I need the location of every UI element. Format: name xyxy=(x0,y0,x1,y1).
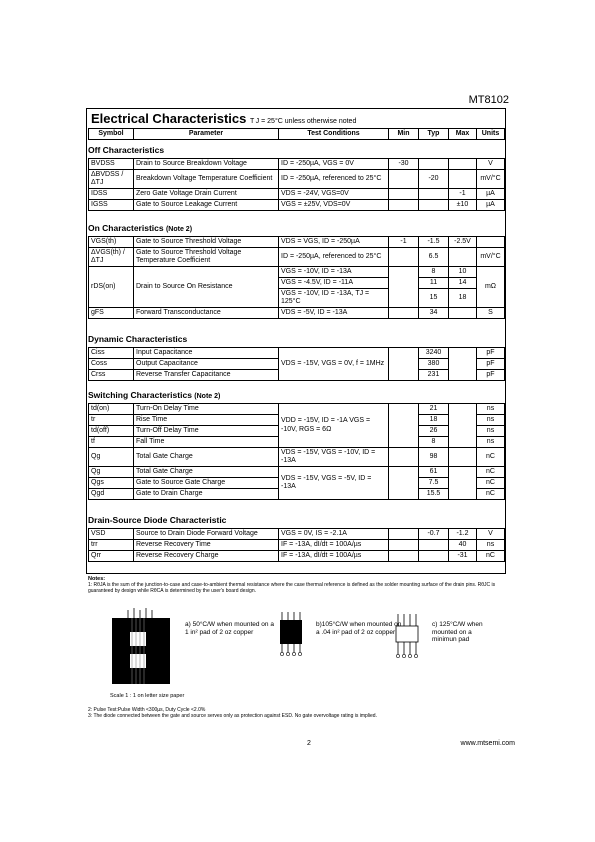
symbol-cell: rDS(on) xyxy=(89,267,134,308)
title-text: Electrical Characteristics xyxy=(91,111,247,126)
unit-cell: V xyxy=(477,159,505,170)
max-cell xyxy=(449,170,477,189)
condition-cell: IF = -13A, dI/dt = 100A/µs xyxy=(279,540,389,551)
condition-cell: VDS = -15V, VGS = -10V, ID = -13A xyxy=(279,448,389,467)
min-cell xyxy=(389,308,419,319)
min-cell: -1 xyxy=(389,237,419,248)
caption-b: b)105°C/W when mounted on a .04 in² pad of 2 oz copper xyxy=(316,621,402,636)
typ-cell xyxy=(419,189,449,200)
table-row xyxy=(89,467,505,478)
parameter-cell: Gate to Source Threshold Voltage Temperature Coefficient xyxy=(134,248,279,267)
note-3: 3: The diode connected between the gate and source serves only as protection against ESD. No gate overvoltage rating is implied. xyxy=(88,713,377,719)
max-cell: 40 xyxy=(449,540,477,551)
notes-2-3 xyxy=(88,707,498,719)
condition-cell: VDS = -24V, VGS=0V xyxy=(279,189,389,200)
header-parameter: Parameter xyxy=(134,129,279,140)
parameter-cell: Turn-On Delay Time xyxy=(134,404,279,415)
min-cell xyxy=(389,467,419,500)
notes-block xyxy=(88,576,498,594)
min-cell xyxy=(389,404,419,448)
header-units: Units xyxy=(477,129,505,140)
section-switching-title: Switching Characteristics xyxy=(88,390,192,400)
section-on-title: On Characteristics xyxy=(88,223,164,233)
typ-cell: 3240 xyxy=(419,348,449,359)
unit-cell: mΩ xyxy=(477,267,505,308)
max-cell: -31 xyxy=(449,551,477,562)
max-cell: -1.2 xyxy=(449,529,477,540)
min-cell xyxy=(389,529,419,540)
unit-cell: pF xyxy=(477,348,505,359)
condition-cell: VDS = -15V, VGS = -5V, ID = -13A xyxy=(279,467,389,500)
typ-cell: 7.5 xyxy=(419,478,449,489)
parameter-cell: Input Capacitance xyxy=(134,348,279,359)
part-number: MT8102 xyxy=(468,94,509,106)
pad-1in2-figure xyxy=(110,604,180,686)
parameter-cell: Gate to Drain Charge xyxy=(134,489,279,500)
symbol-cell: ΔVGS(th) / ΔTJ xyxy=(89,248,134,267)
scale-note: Scale 1 : 1 on letter size paper xyxy=(110,693,185,699)
section-diode: Drain-Source Diode Characteristic xyxy=(88,515,227,525)
symbol-cell: VGS(th) xyxy=(89,237,134,248)
typ-cell: 231 xyxy=(419,370,449,381)
section-switching-note: (Note 2) xyxy=(194,393,221,400)
parameter-cell: Gate to Source Leakage Current xyxy=(134,200,279,211)
unit-cell: nC xyxy=(477,478,505,489)
typ-cell: 15 xyxy=(419,289,449,308)
min-cell xyxy=(389,170,419,189)
max-cell: 10 xyxy=(449,267,477,278)
max-cell: -2.5V xyxy=(449,237,477,248)
symbol-cell: trr xyxy=(89,540,134,551)
min-cell xyxy=(389,448,419,467)
condition-cell: IF = -13A, dI/dt = 100A/µs xyxy=(279,551,389,562)
parameter-cell: Fall Time xyxy=(134,437,279,448)
parameter-cell: Forward Transconductance xyxy=(134,308,279,319)
table-row xyxy=(89,348,505,359)
symbol-cell: VSD xyxy=(89,529,134,540)
condition-cell: ID = -250µA, referenced to 25°C xyxy=(279,170,389,189)
parameter-cell: Drain to Source Breakdown Voltage xyxy=(134,159,279,170)
unit-cell: ns xyxy=(477,426,505,437)
page-number: 2 xyxy=(307,740,311,747)
table-row xyxy=(89,189,505,200)
typ-cell xyxy=(419,200,449,211)
off-table xyxy=(88,158,505,211)
min-cell xyxy=(389,348,419,381)
section-on-note: (Note 2) xyxy=(165,226,193,233)
symbol-cell: Ciss xyxy=(89,348,134,359)
typ-cell: 61 xyxy=(419,467,449,478)
max-cell xyxy=(449,159,477,170)
parameter-cell: Drain to Source On Resistance xyxy=(134,267,279,308)
table-row xyxy=(89,170,505,189)
parameter-cell: Reverse Recovery Time xyxy=(134,540,279,551)
header-symbol: Symbol xyxy=(89,129,134,140)
parameter-cell: Source to Drain Diode Forward Voltage xyxy=(134,529,279,540)
unit-cell: pF xyxy=(477,370,505,381)
table-row xyxy=(89,267,505,278)
symbol-cell: gFS xyxy=(89,308,134,319)
condition-cell: VGS = 0V, IS = -2.1A xyxy=(279,529,389,540)
pad-minimum-figure xyxy=(388,612,424,660)
unit-cell: pF xyxy=(477,359,505,370)
notes-heading: Notes: xyxy=(88,576,106,582)
symbol-cell: Crss xyxy=(89,370,134,381)
typ-cell: 18 xyxy=(419,415,449,426)
typ-cell: 21 xyxy=(419,404,449,415)
table-row xyxy=(89,237,505,248)
table-row xyxy=(89,529,505,540)
caption-c: c) 125°C/W when mounted on a minimun pad xyxy=(432,621,483,643)
symbol-cell: Qg xyxy=(89,448,134,467)
parameter-cell: Reverse Recovery Charge xyxy=(134,551,279,562)
symbol-cell: Qg xyxy=(89,467,134,478)
min-cell xyxy=(389,189,419,200)
max-cell xyxy=(449,467,477,500)
section-off: Off Characteristics xyxy=(88,145,165,155)
table-row xyxy=(89,159,505,170)
footer-url[interactable]: www.mtsemi.com xyxy=(460,740,515,747)
header-table xyxy=(88,128,505,140)
section-dynamic: Dynamic Characteristics xyxy=(88,334,188,344)
unit-cell xyxy=(477,237,505,248)
max-cell: ±10 xyxy=(449,200,477,211)
max-cell xyxy=(449,448,477,467)
table-row xyxy=(89,308,505,319)
parameter-cell: Rise Time xyxy=(134,415,279,426)
typ-cell: 34 xyxy=(419,308,449,319)
min-cell xyxy=(389,551,419,562)
typ-cell: 8 xyxy=(419,437,449,448)
unit-cell: nC xyxy=(477,551,505,562)
diode-table xyxy=(88,528,505,562)
typ-cell xyxy=(419,159,449,170)
typ-cell: -1.5 xyxy=(419,237,449,248)
table-row xyxy=(89,540,505,551)
unit-cell: nC xyxy=(477,489,505,500)
unit-cell: ns xyxy=(477,404,505,415)
parameter-cell: Gate to Source Threshold Voltage xyxy=(134,237,279,248)
typ-cell: 380 xyxy=(419,359,449,370)
parameter-cell: Total Gate Charge xyxy=(134,448,279,467)
table-row xyxy=(89,200,505,211)
table-row xyxy=(89,248,505,267)
min-cell xyxy=(389,540,419,551)
symbol-cell: td(on) xyxy=(89,404,134,415)
header-typ: Typ xyxy=(419,129,449,140)
condition-cell: VGS = -4.5V, ID = -11A xyxy=(279,278,389,289)
parameter-cell: Total Gate Charge xyxy=(134,467,279,478)
header-test-conditions: Test Conditions xyxy=(279,129,389,140)
table-row xyxy=(89,404,505,415)
unit-cell: ns xyxy=(477,540,505,551)
typ-cell xyxy=(419,540,449,551)
typ-cell: 6.5 xyxy=(419,248,449,267)
page-title xyxy=(91,111,356,126)
typ-cell: -20 xyxy=(419,170,449,189)
parameter-cell: Turn-Off Delay Time xyxy=(134,426,279,437)
symbol-cell: Qgd xyxy=(89,489,134,500)
condition-cell: ID = -250µA, referenced to 25°C xyxy=(279,248,389,267)
max-cell xyxy=(449,348,477,381)
symbol-cell: IGSS xyxy=(89,200,134,211)
max-cell xyxy=(449,308,477,319)
typ-cell: 11 xyxy=(419,278,449,289)
typ-cell: 26 xyxy=(419,426,449,437)
dynamic-table xyxy=(88,347,505,381)
max-cell: 14 xyxy=(449,278,477,289)
symbol-cell: ΔBVDSS / ΔTJ xyxy=(89,170,134,189)
title-condition: T J = 25°C unless otherwise noted xyxy=(250,118,357,125)
condition-cell: VGS = ±25V, VDS=0V xyxy=(279,200,389,211)
symbol-cell: BVDSS xyxy=(89,159,134,170)
unit-cell: ns xyxy=(477,437,505,448)
section-switching xyxy=(88,390,220,400)
condition-cell: VDD = -15V, ID = -1A VGS = -10V, RGS = 6Ω xyxy=(279,404,389,448)
note-1: 1: RθJA is the sum of the junction-to-case and case-to-ambient thermal resistance where the case thermal reference is defined as the solder mounting surface of the drain pins. RθJC is guaranteed by design while RθCA is determined by the user's board design. xyxy=(88,582,496,594)
parameter-cell: Output Capacitance xyxy=(134,359,279,370)
parameter-cell: Gate to Source Gate Charge xyxy=(134,478,279,489)
condition-cell: VGS = -10V, ID = -13A xyxy=(279,267,389,278)
max-cell: -1 xyxy=(449,189,477,200)
parameter-cell: Breakdown Voltage Temperature Coefficient xyxy=(134,170,279,189)
condition-cell: VDS = -15V, VGS = 0V, f = 1MHz xyxy=(279,348,389,381)
unit-cell: ns xyxy=(477,415,505,426)
symbol-cell: Coss xyxy=(89,359,134,370)
typ-cell xyxy=(419,551,449,562)
min-cell xyxy=(389,200,419,211)
typ-cell: 8 xyxy=(419,267,449,278)
condition-cell: VGS = -10V, ID = -13A, TJ = 125°C xyxy=(279,289,389,308)
parameter-cell: Reverse Transfer Capacitance xyxy=(134,370,279,381)
pad-004in2-figure xyxy=(270,610,310,658)
symbol-cell: Qrr xyxy=(89,551,134,562)
symbol-cell: tf xyxy=(89,437,134,448)
condition-cell: VDS = -5V, ID = -13A xyxy=(279,308,389,319)
symbol-cell: IDSS xyxy=(89,189,134,200)
max-cell: 18 xyxy=(449,289,477,308)
header-min: Min xyxy=(389,129,419,140)
unit-cell: µA xyxy=(477,200,505,211)
max-cell xyxy=(449,248,477,267)
parameter-cell: Zero Gate Voltage Drain Current xyxy=(134,189,279,200)
unit-cell: nC xyxy=(477,467,505,478)
unit-cell: nC xyxy=(477,448,505,467)
typ-cell: -0.7 xyxy=(419,529,449,540)
header-max: Max xyxy=(449,129,477,140)
symbol-cell: tr xyxy=(89,415,134,426)
condition-cell: ID = -250µA, VGS = 0V xyxy=(279,159,389,170)
on-table xyxy=(88,236,505,319)
section-on xyxy=(88,223,192,233)
unit-cell: µA xyxy=(477,189,505,200)
typ-cell: 98 xyxy=(419,448,449,467)
symbol-cell: td(off) xyxy=(89,426,134,437)
switching-table xyxy=(88,403,505,500)
max-cell xyxy=(449,404,477,448)
unit-cell: mV/°C xyxy=(477,170,505,189)
caption-a: a) 50°C/W when mounted on a 1 in² pad of 2 oz copper xyxy=(185,621,274,636)
symbol-cell: Qgs xyxy=(89,478,134,489)
note-2: 2: Pulse Test:Pulse Width <300µs, Duty Cycle <2.0% xyxy=(88,707,206,713)
min-cell xyxy=(389,248,419,267)
table-row xyxy=(89,551,505,562)
unit-cell: V xyxy=(477,529,505,540)
table-row xyxy=(89,448,505,467)
min-cell: -30 xyxy=(389,159,419,170)
typ-cell: 15.5 xyxy=(419,489,449,500)
min-cell xyxy=(389,267,419,308)
unit-cell: S xyxy=(477,308,505,319)
unit-cell: mV/°C xyxy=(477,248,505,267)
condition-cell: VDS = VGS, ID = -250µA xyxy=(279,237,389,248)
